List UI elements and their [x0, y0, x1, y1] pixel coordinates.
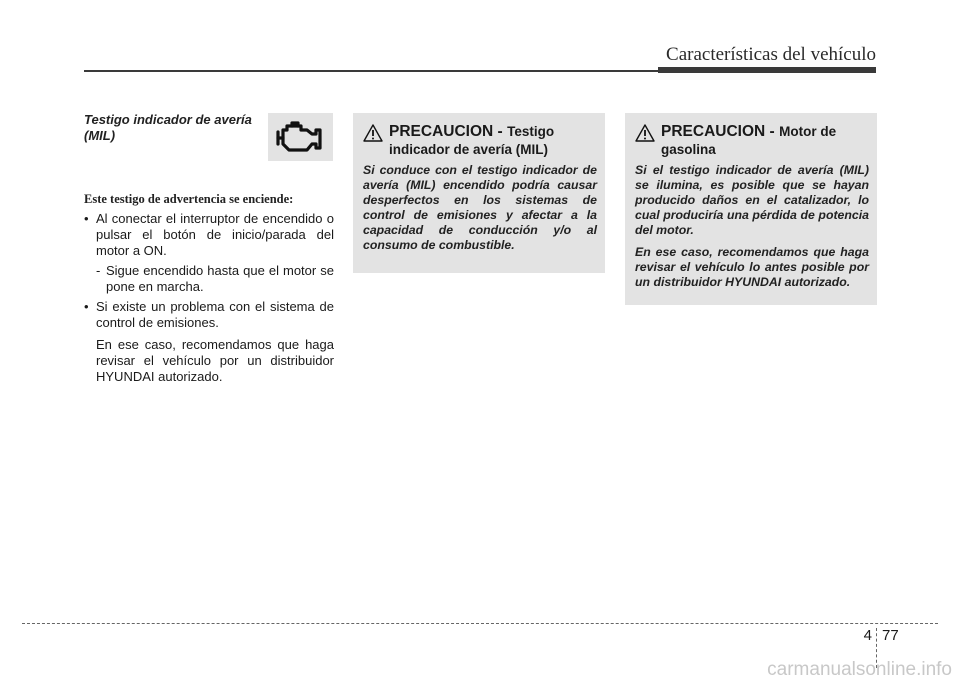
bullet-text: Al conectar el interruptor de encendido o pulsar el botón de inicio/parada del motor a ON.	[96, 211, 334, 258]
caution-header	[363, 123, 597, 159]
caution-title-sub: Testigo indicador de avería (MIL)	[389, 124, 555, 157]
caution-title-main: PRECAUCION -	[661, 123, 775, 140]
header-rule-accent	[658, 67, 876, 73]
main-column	[84, 112, 334, 385]
page-header-title: Características del vehículo	[666, 44, 876, 65]
caution-box-mil	[353, 113, 605, 273]
section-title: Testigo indicador de avería (MIL)	[84, 112, 252, 143]
bullet-text: Si existe un problema con el sistema de control de emisiones.	[96, 299, 334, 330]
caution-title-main: PRECAUCION -	[389, 123, 503, 140]
chapter-number: 4	[863, 627, 872, 644]
watermark: carmanualsonline.info	[767, 659, 952, 680]
caution-header	[635, 123, 869, 159]
page-number: 77	[882, 627, 899, 644]
bullet-item	[84, 211, 334, 259]
caution-text: Si conduce con el testigo indicador de avería (MIL) encendido podría causar desperfectos en los sistemas de control de emisiones y afectar a la capacidad de conducción y/o al consumo de combustible.	[363, 163, 597, 252]
warning-triangle-icon	[363, 124, 383, 142]
section-intro: Este testigo de advertencia se enciende:	[84, 192, 294, 206]
caution-text: En ese caso, recomendamos que haga revisar el vehículo lo antes posible por un distribuidor HYUNDAI autorizado.	[635, 245, 869, 289]
sub-text: Sigue encendido hasta que el motor se pone en marcha.	[106, 263, 334, 294]
sub-item	[84, 263, 334, 295]
caution-title-sub: Motor de gasolina	[661, 124, 837, 157]
bullet-item	[84, 299, 334, 331]
caution-body	[635, 163, 869, 290]
dash-mark: -	[96, 263, 101, 278]
footer-rule	[22, 623, 938, 624]
warning-triangle-icon	[635, 124, 655, 142]
bullet-mark: •	[84, 211, 89, 226]
paragraph: En ese caso, recomendamos que haga revisar el vehículo por un distribuidor HYUNDAI autorizado.	[96, 337, 334, 384]
bullet-mark: •	[84, 299, 89, 314]
caution-box-gasoline	[625, 113, 877, 305]
caution-body	[363, 163, 597, 253]
caution-text: Si el testigo indicador de avería (MIL) se ilumina, es posible que se hayan producido daños en el catalizador, lo cual produciría una pérdida de potencia del motor.	[635, 163, 869, 237]
